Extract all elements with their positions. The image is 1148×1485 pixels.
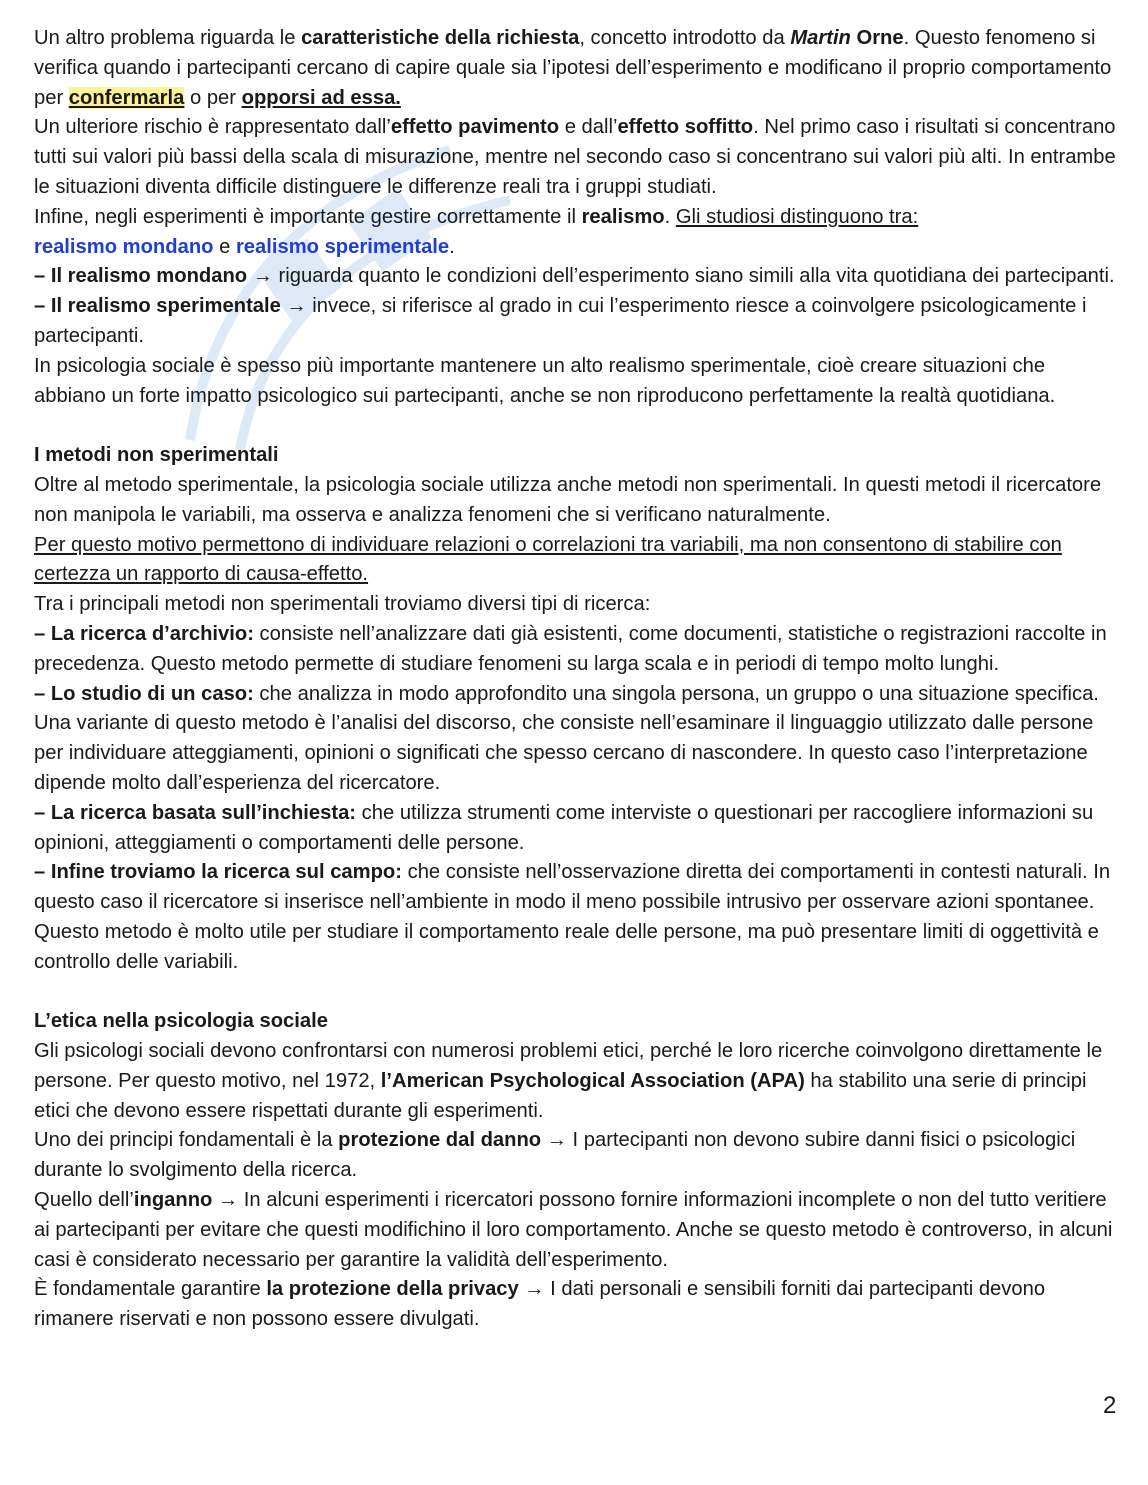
bold-term: inganno [133, 1189, 213, 1212]
bold-term: la protezione della privacy [266, 1278, 519, 1301]
paragraph-apa [34, 1037, 1116, 1126]
paragraph-harm-protection [34, 1126, 1116, 1186]
bold-term: – Il realismo sperimentale [34, 295, 281, 318]
paragraph-deception [34, 1186, 1116, 1275]
underlined-text: Gli studiosi distinguono tra: [675, 205, 919, 228]
text: e dall’ [559, 116, 618, 139]
text: → invece, si riferisce al grado in cui l’esperimento riesce a coinvolgere psicologicamente i partecipanti. [34, 295, 1087, 347]
section-heading-non-experimental [34, 441, 1116, 471]
text: → In alcuni esperimenti i ricercatori possono fornire informazioni incomplete o non del tutto veritiere ai partecipanti per evitare che questi modifichino il loro comportamento. Anche se questo metodo è controverso, in alcuni casi è considerato necessario per garantire la validità dell’esperimento. [34, 1189, 1113, 1271]
text: , concetto introdotto da [579, 27, 791, 49]
spacer [34, 978, 1116, 1008]
highlighted-term: confermarla [68, 86, 185, 109]
text: che consiste nell’osservazione diretta dei comportamenti in contesti naturali. In questo caso il ricercatore si inserisce nell’ambiente in modo il meno possibile intrusivo per osservare azioni spontanee. Questo metodo è molto utile per studiare il comportamento reale delle persone, ma può presentare limiti di oggettività e controllo delle variabili. [34, 861, 1111, 973]
bold-term: protezione dal danno [338, 1129, 542, 1152]
bold-term: – La ricerca d’archivio: [34, 622, 254, 645]
text: Un ulteriore rischio è rappresentato dall’ [34, 116, 391, 139]
bold-term: effetto pavimento [390, 116, 560, 139]
bold-term: – Lo studio di un caso: [34, 682, 254, 705]
text: . [664, 205, 676, 228]
text: È fondamentale garantire [34, 1278, 267, 1301]
list-item-experimental-realism [34, 292, 1116, 352]
text: → riguarda quanto le condizioni dell’esperimento siano simili alla vita quotidiana dei partecipanti. [247, 265, 1115, 288]
paragraph-social-psychology-realism: In psicologia sociale è spesso più importante mantenere un alto realismo sperimentale, cioè creare situazioni che abbiano un forte impatto psicologico sui partecipanti, anche se non riproducono perfettamente la realtà quotidiana. [34, 354, 1056, 407]
heading-text: I metodi non sperimentali [34, 444, 279, 467]
text: Infine, negli esperimenti è importante gestire correttamente il [34, 205, 582, 228]
bold-term: – La ricerca basata sull’inchiesta: [34, 801, 357, 824]
paragraph-demand-characteristics [34, 24, 1116, 113]
text: . [449, 235, 455, 258]
bold-term: – Infine troviamo la ricerca sul campo: [34, 861, 402, 884]
list-item-mundane-realism [34, 262, 1116, 292]
paragraph-floor-ceiling [34, 113, 1116, 202]
paragraph-method-types: Tra i principali metodi non sperimentali troviamo diversi tipi di ricerca: [34, 593, 651, 616]
text: → I partecipanti non devono subire danni fisici o psicologici durante lo svolgimento della ricerca. [34, 1129, 1076, 1182]
bold-term: realismo [581, 205, 665, 228]
paragraph-correlation-note: Per questo motivo permettono di individuare relazioni o correlazioni tra variabili, ma non consentono di stabilire con certezza un rapporto di causa-effetto. [34, 533, 1062, 586]
text: che utilizza strumenti come interviste o questionari per raccogliere informazioni su opinioni, atteggiamenti o comportamenti delle persone. [34, 801, 1094, 854]
bold-term: effetto soffitto [617, 116, 754, 139]
text: o per [184, 86, 242, 109]
page-number: 2 [1103, 1392, 1117, 1419]
text: . Questo fenomeno si verifica quando i partecipanti cercano di capire quale sia l’ipotesi dell’esperimento e modificano il proprio comportamento per [34, 27, 1112, 109]
document-page [34, 24, 1116, 1335]
list-item-case-study [34, 680, 1116, 799]
spacer [34, 411, 1116, 441]
blue-term: realismo mondano [34, 235, 214, 258]
text: Gli psicologi sociali devono confrontarsi con numerosi problemi etici, perché le loro ricerche coinvolgono direttamente le persone. Per questo motivo, nel 1972, [34, 1040, 1103, 1092]
text: Uno dei principi fondamentali è la [34, 1129, 339, 1152]
text: Un altro problema riguarda le [34, 27, 302, 49]
heading-text: L’etica nella psicologia sociale [34, 1010, 328, 1033]
text: e [213, 235, 236, 258]
bold-term: caratteristiche della richiesta [301, 27, 580, 49]
list-item-archival-research [34, 620, 1116, 680]
text: consiste nell’analizzare dati già esistenti, come documenti, statistiche o registrazioni raccolte in precedenza. Questo metodo permette di studiare fenomeni su larga scala e in periodi di tempo molto lunghi. [34, 622, 1107, 675]
text: Quello dell’ [34, 1189, 134, 1212]
underlined-term: opporsi ad essa. [241, 86, 401, 109]
paragraph-non-experimental-intro: Oltre al metodo sperimentale, la psicologia sociale utilizza anche metodi non sperimentali. In questi metodi il ricercatore non manipola le variabili, ma osserva e analizza fenomeni che si verificano naturalmente. [34, 473, 1102, 526]
text: . Nel primo caso i risultati si concentrano tutti sui valori più bassi della scala di misurazione, mentre nel secondo caso si concentrano sui valori più alti. In entrambe le situazioni diventa difficile distinguere le differenze reali tra i gruppi studiati. [34, 116, 1116, 198]
bold-italic-name: Martin [790, 27, 851, 49]
section-heading-ethics [34, 1007, 1116, 1037]
paragraph-privacy [34, 1275, 1116, 1335]
bold-term: Orne [850, 27, 904, 49]
text: che analizza in modo approfondito una singola persona, un gruppo o una situazione specifica. Una variante di questo metodo è l’analisi del discorso, che consiste nell’esaminare il linguaggio utilizzato dalle persone per individuare atteggiamenti, opinioni o significati che spesso cercano di nascondere. In questo caso l’interpretazione dipende molto dall’esperienza del ricercatore. [34, 682, 1099, 794]
list-item-field-research [34, 858, 1116, 977]
text: ha stabilito una serie di principi etici che devono essere rispettati durante gli esperimenti. [34, 1069, 1087, 1122]
list-item-survey-research [34, 799, 1116, 859]
blue-term: realismo sperimentale [235, 235, 450, 258]
bold-term: – Il realismo mondano [34, 265, 248, 288]
bold-term: l’American Psychological Association (APA) [380, 1069, 805, 1092]
paragraph-realism [34, 203, 1116, 263]
text: → I dati personali e sensibili forniti dai partecipanti devono rimanere riservati e non possono essere divulgati. [34, 1278, 1046, 1331]
